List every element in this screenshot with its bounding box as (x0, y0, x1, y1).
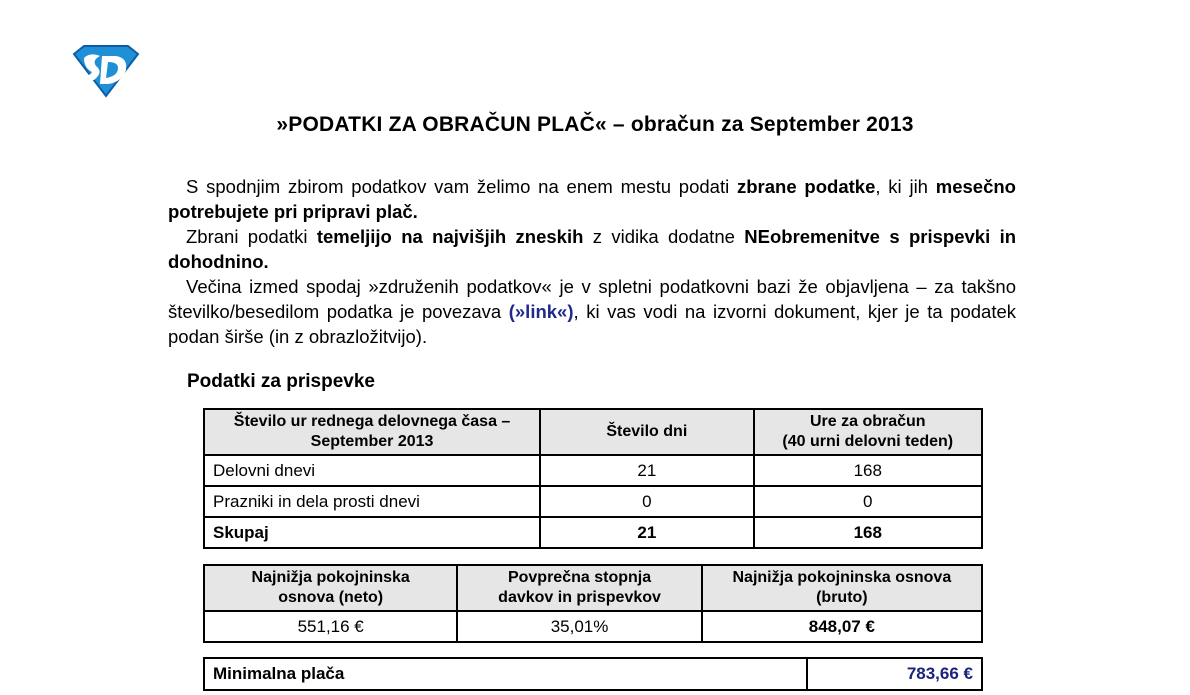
days-value: 21 (540, 517, 753, 548)
intro-paragraph-2 (168, 224, 1016, 274)
table-total-row (204, 517, 982, 548)
table-row (204, 611, 982, 642)
hours-value: 168 (754, 517, 982, 548)
intro-p2-bold: temeljijo na najvišjih zneskih (316, 226, 584, 247)
intro-p3-text-2: , ki vas vodi na izvorni dokument, kjer je ta podatek podan širše (in z obrazložitvijo). (168, 301, 1016, 347)
row-label: Prazniki in dela prosti dnevi (204, 486, 540, 517)
header-text: (40 urni delovni teden) (782, 433, 954, 450)
minimum-wage-value[interactable]: 783,66 € (807, 658, 982, 690)
hours-table (203, 408, 983, 549)
intro-p1-bold: zbrane podatke (737, 176, 876, 197)
hours-value: 0 (754, 486, 982, 517)
min-pension-gross-value: 848,07 € (702, 611, 982, 642)
header-cell-avg-rate (457, 565, 701, 611)
minimum-wage-label: Minimalna plača (204, 658, 807, 690)
header-text: davkov in prispevkov (498, 589, 661, 606)
row-label: Delovni dnevi (204, 455, 540, 486)
intro-p1-text: S spodnjim zbirom podatkov vam želimo na enem mestu podati (186, 176, 737, 197)
header-text: Ure za obračun (809, 413, 926, 430)
header-text: Število dni (606, 423, 688, 440)
hours-value: 168 (754, 455, 982, 486)
source-link[interactable]: (»link«) (508, 301, 574, 322)
table-row (204, 455, 982, 486)
minimum-wage-table (203, 657, 983, 691)
intro-p2-bold-2: NEobremenitve s prispevki in dohodnino. (168, 226, 1017, 272)
header-cell-min-pension-gross (702, 565, 982, 611)
header-cell-days (540, 409, 753, 455)
header-cell-min-pension-net (204, 565, 457, 611)
intro-paragraph-1 (168, 174, 1016, 224)
header-text: Število ur rednega delovnega časa – (233, 413, 511, 430)
table-header-row (204, 409, 982, 455)
header-cell-hours-calc (754, 409, 982, 455)
header-text: Najnižja pokojninska osnova (732, 569, 952, 586)
table-header-row (204, 565, 982, 611)
intro-paragraph-3 (168, 274, 1016, 349)
pension-table (203, 564, 983, 643)
header-cell-hours (204, 409, 540, 455)
header-text: September 2013 (310, 433, 434, 450)
table-row (204, 486, 982, 517)
header-text: Povprečna stopnja (507, 569, 652, 586)
sd-shield-logo (70, 44, 142, 98)
intro-p2-text: Zbrani podatki (186, 226, 317, 247)
intro-p3-text: Večina izmed spodaj »združenih podatkov« je v spletni podatkovni bazi že objavljena – za takšno številko/besedilom podatka je povezava (168, 276, 1016, 322)
header-text: (bruto) (816, 589, 868, 606)
table-row (204, 658, 982, 690)
intro-text (168, 174, 1016, 349)
row-label: Skupaj (204, 517, 540, 548)
intro-p1-text-2: , ki jih (875, 176, 936, 197)
page-title: »PODATKI ZA OBRAČUN PLAČ« – obračun za September 2013 (276, 113, 914, 136)
days-value: 0 (540, 486, 753, 517)
days-value: 21 (540, 455, 753, 486)
avg-rate-value: 35,01% (457, 611, 701, 642)
header-text: Najnižja pokojninska (251, 569, 410, 586)
intro-p1-bold-2: mesečno potrebujete pri pripravi plač. (168, 176, 1016, 222)
section-title: Podatki za prispevke (187, 371, 375, 392)
min-pension-net-value: 551,16 € (204, 611, 457, 642)
intro-p2-text-2: z vidika dodatne (583, 226, 745, 247)
header-text: osnova (neto) (278, 589, 384, 606)
